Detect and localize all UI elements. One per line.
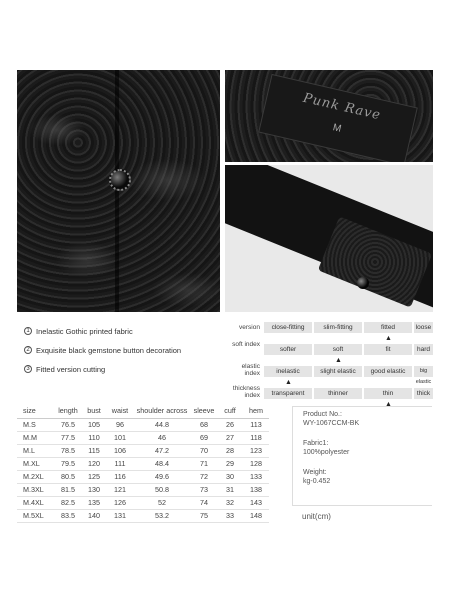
size-label-text: M	[331, 122, 343, 135]
table-cell: 96	[107, 418, 133, 431]
table-row	[17, 457, 269, 470]
feature-item	[24, 343, 224, 357]
column-header: cuff	[217, 404, 243, 418]
table-cell: 110	[81, 431, 107, 444]
attr-option: softer	[264, 344, 312, 355]
table-cell: 32	[217, 496, 243, 509]
column-header: shoulder across	[133, 404, 191, 418]
attr-option: big elastic	[415, 368, 432, 385]
table-cell: 130	[81, 483, 107, 496]
weight-block	[303, 468, 432, 486]
feature-text: Exquisite black gemstone button decoration	[36, 345, 182, 355]
table-cell: 106	[107, 444, 133, 457]
table-cell: 82.5	[55, 496, 81, 509]
table-cell: 101	[107, 431, 133, 444]
shirt-placket	[115, 70, 119, 312]
table-cell: 71	[191, 457, 217, 470]
brand-label-tag	[258, 74, 418, 162]
brand-label-text: Punk Rave	[301, 90, 383, 124]
table-cell: 73	[191, 483, 217, 496]
table-cell: 116	[107, 470, 133, 483]
table-cell: 135	[81, 496, 107, 509]
feature-text: Inelastic Gothic printed fabric	[36, 326, 133, 336]
table-cell: 143	[243, 496, 269, 509]
table-cell: 44.8	[133, 418, 191, 431]
product-number-label: Product No.:	[303, 411, 342, 418]
column-header: size	[17, 404, 55, 418]
table-cell: 29	[217, 457, 243, 470]
attr-label: soft index	[232, 341, 260, 348]
table-cell: 46	[133, 431, 191, 444]
size-table-body	[17, 418, 269, 522]
table-row	[17, 496, 269, 509]
column-header: hem	[243, 404, 269, 418]
column-header: bust	[81, 404, 107, 418]
table-cell: 120	[81, 457, 107, 470]
attr-option: close-fitting	[264, 322, 312, 333]
table-row	[17, 431, 269, 444]
attr-option: transparent	[264, 388, 312, 399]
table-cell: M.XL	[17, 457, 55, 470]
selection-marker-icon: ▲	[385, 401, 392, 408]
attr-option: inelastic	[264, 366, 312, 377]
circled-number-icon: 1	[24, 327, 32, 335]
unit-note: unit(cm)	[302, 512, 331, 521]
table-cell: 31	[217, 483, 243, 496]
attr-option: thick	[414, 388, 433, 399]
table-cell: 48.4	[133, 457, 191, 470]
table-cell: 53.2	[133, 509, 191, 522]
product-number-value: WY-1067CCM-BK	[303, 420, 360, 427]
table-cell: 105	[81, 418, 107, 431]
table-cell: 49.6	[133, 470, 191, 483]
attr-option: thin	[364, 388, 412, 399]
fabric-label: Fabric1:	[303, 440, 329, 447]
attr-option: good elastic	[364, 366, 412, 377]
table-cell: 30	[217, 470, 243, 483]
attr-option: fit	[364, 344, 412, 355]
table-cell: 68	[191, 418, 217, 431]
feature-item	[24, 362, 224, 376]
table-cell: 123	[243, 444, 269, 457]
table-cell: 126	[107, 496, 133, 509]
table-cell: 50.8	[133, 483, 191, 496]
table-cell: 52	[133, 496, 191, 509]
column-header: length	[55, 404, 81, 418]
table-cell: M.2XL	[17, 470, 55, 483]
table-row	[17, 444, 269, 457]
table-cell: 113	[243, 418, 269, 431]
table-cell: 75	[191, 509, 217, 522]
table-cell: 115	[81, 444, 107, 457]
table-row	[17, 418, 269, 431]
circled-number-icon: 2	[24, 346, 32, 354]
table-cell: 118	[243, 431, 269, 444]
weight-label: Weight:	[303, 469, 327, 476]
attr-option: hard	[414, 344, 433, 355]
selection-marker-icon: ▲	[385, 335, 392, 342]
attr-label: thickness index	[232, 385, 260, 399]
column-header: waist	[107, 404, 133, 418]
table-cell: M.4XL	[17, 496, 55, 509]
table-cell: 69	[191, 431, 217, 444]
table-cell: 133	[243, 470, 269, 483]
table-cell: M.S	[17, 418, 55, 431]
table-row	[17, 509, 269, 522]
table-cell: 81.5	[55, 483, 81, 496]
table-cell: 78.5	[55, 444, 81, 457]
table-cell: 121	[107, 483, 133, 496]
table-cell: 111	[107, 457, 133, 470]
table-cell: 138	[243, 483, 269, 496]
table-cell: 26	[217, 418, 243, 431]
table-cell: 70	[191, 444, 217, 457]
table-cell: M.M	[17, 431, 55, 444]
table-cell: 128	[243, 457, 269, 470]
size-table	[17, 404, 269, 523]
column-header: sleeve	[191, 404, 217, 418]
table-cell: 125	[81, 470, 107, 483]
circled-number-icon: 3	[24, 365, 32, 373]
table-cell: M.3XL	[17, 483, 55, 496]
attr-option: loose	[415, 324, 432, 331]
attr-label: version	[239, 324, 260, 331]
attr-option: slim-fitting	[314, 322, 362, 333]
selection-marker-icon: ▲	[335, 357, 342, 364]
fabric-block	[303, 439, 432, 457]
table-cell: 28	[217, 444, 243, 457]
gemstone-button-icon	[109, 169, 131, 191]
table-cell: 27	[217, 431, 243, 444]
fabric-value: 100%polyester	[303, 449, 350, 456]
table-cell: M.5XL	[17, 509, 55, 522]
attr-option: fitted	[364, 322, 412, 333]
attr-label: elastic index	[241, 363, 260, 377]
table-cell: 77.5	[55, 431, 81, 444]
product-photo-label	[225, 70, 433, 162]
product-number-block	[303, 410, 432, 428]
cuff-button-icon	[357, 277, 369, 289]
feature-text: Fitted version cutting	[36, 364, 106, 374]
weight-value: kg-0.452	[303, 478, 331, 485]
table-cell: 74	[191, 496, 217, 509]
table-cell: 72	[191, 470, 217, 483]
product-info	[292, 406, 432, 506]
table-row	[17, 483, 269, 496]
feature-item	[24, 324, 224, 338]
table-row	[17, 470, 269, 483]
attribute-scales	[228, 322, 433, 410]
table-header-row	[17, 404, 269, 418]
table-cell: 79.5	[55, 457, 81, 470]
table-cell: 131	[107, 509, 133, 522]
attr-option: soft	[314, 344, 362, 355]
table-cell: 33	[217, 509, 243, 522]
table-cell: 140	[81, 509, 107, 522]
attr-option: slight elastic	[314, 366, 362, 377]
table-cell: M.L	[17, 444, 55, 457]
selection-marker-icon: ▲	[285, 379, 292, 386]
product-photo-fabric	[17, 70, 220, 312]
feature-list	[24, 324, 224, 381]
table-cell: 148	[243, 509, 269, 522]
table-cell: 80.5	[55, 470, 81, 483]
product-photo-cuff	[225, 165, 433, 312]
attr-option: thinner	[314, 388, 362, 399]
table-cell: 47.2	[133, 444, 191, 457]
table-cell: 83.5	[55, 509, 81, 522]
table-cell: 76.5	[55, 418, 81, 431]
